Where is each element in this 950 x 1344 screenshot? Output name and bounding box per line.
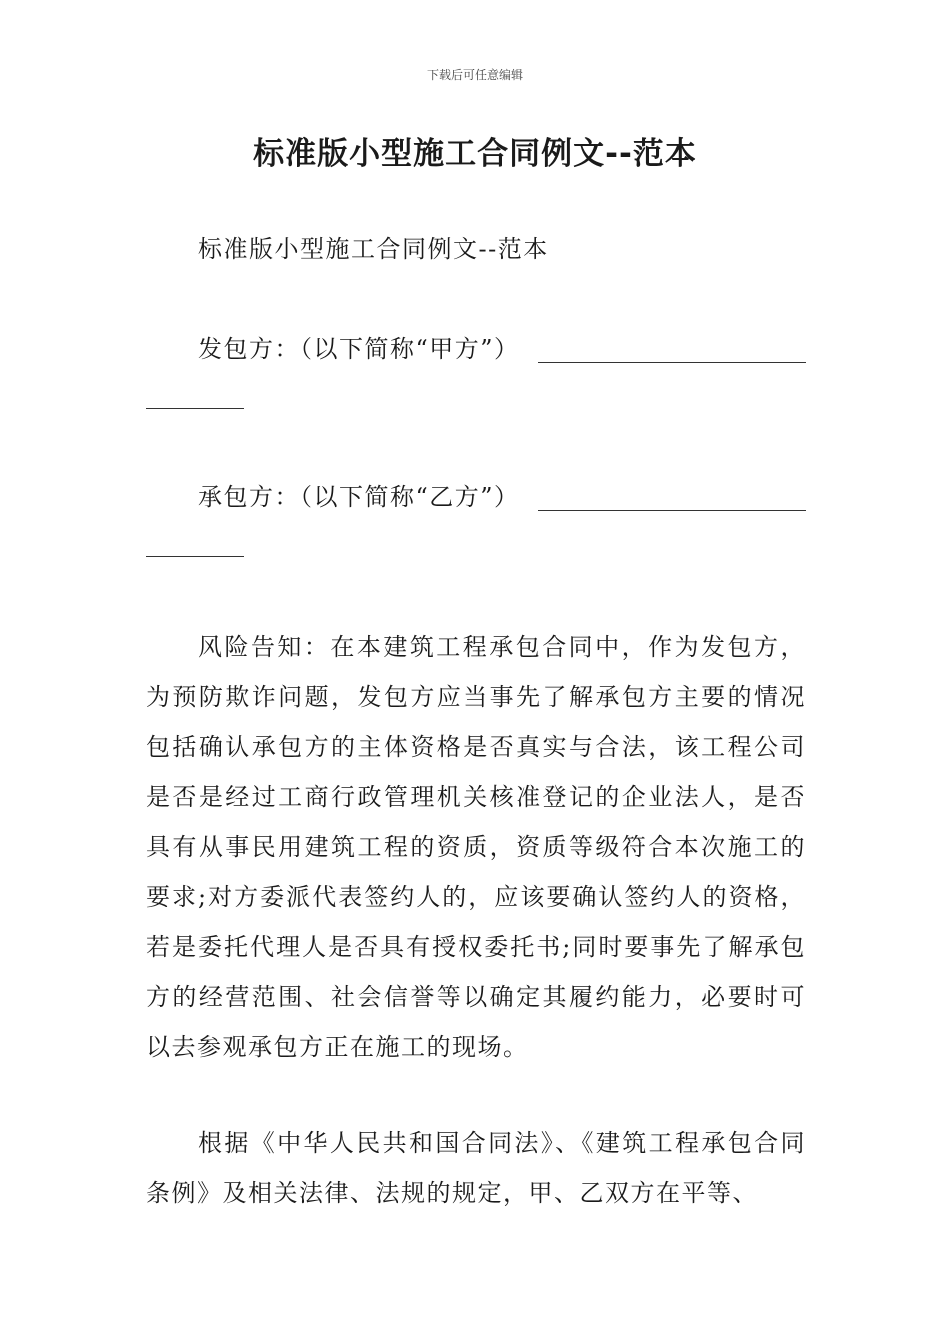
header-note: 下载后可任意编辑 xyxy=(426,68,523,82)
party-a-label: 发包方：（以下简称“甲方”） xyxy=(198,335,520,363)
document-title: 标准版小型施工合同例文--范本 xyxy=(253,136,697,172)
party-b-blank xyxy=(538,510,806,511)
basis-paragraph: 根据《中华人民共和国合同法》、《建筑工程承包合同条例》及相关法律、法规的规定，甲、乙双方在平等、 xyxy=(146,1129,806,1207)
party-a-line xyxy=(146,324,806,374)
party-a-blank-continued xyxy=(146,408,244,409)
risk-notice-paragraph: 风险告知：在本建筑工程承包合同中，作为发包方，为预防欺诈问题，发包方应当事先了解承包方主要的情况包括确认承包方的主体资格是否真实与合法，该工程公司是否是经过工商行政管理机关核准登记的企业法人，是否具有从事民用建筑工程的资质，资质等级符合本次施工的要求;对方委派代表签约人的，应该要确认签约人的资格，若是委托代理人是否具有授权委托书;同时要事先了解承包方的经营范围、社会信誉等以确定其履约能力，必要时可以去参观承包方正在施工的现场。 xyxy=(146,633,806,1061)
party-b-label: 承包方：（以下简称“乙方”） xyxy=(198,483,520,511)
document-subtitle: 标准版小型施工合同例文--范本 xyxy=(198,235,549,263)
party-a-blank xyxy=(538,362,806,363)
party-b-blank-continued xyxy=(146,556,244,557)
party-b-line xyxy=(146,472,806,522)
subtitle-line xyxy=(146,224,806,274)
